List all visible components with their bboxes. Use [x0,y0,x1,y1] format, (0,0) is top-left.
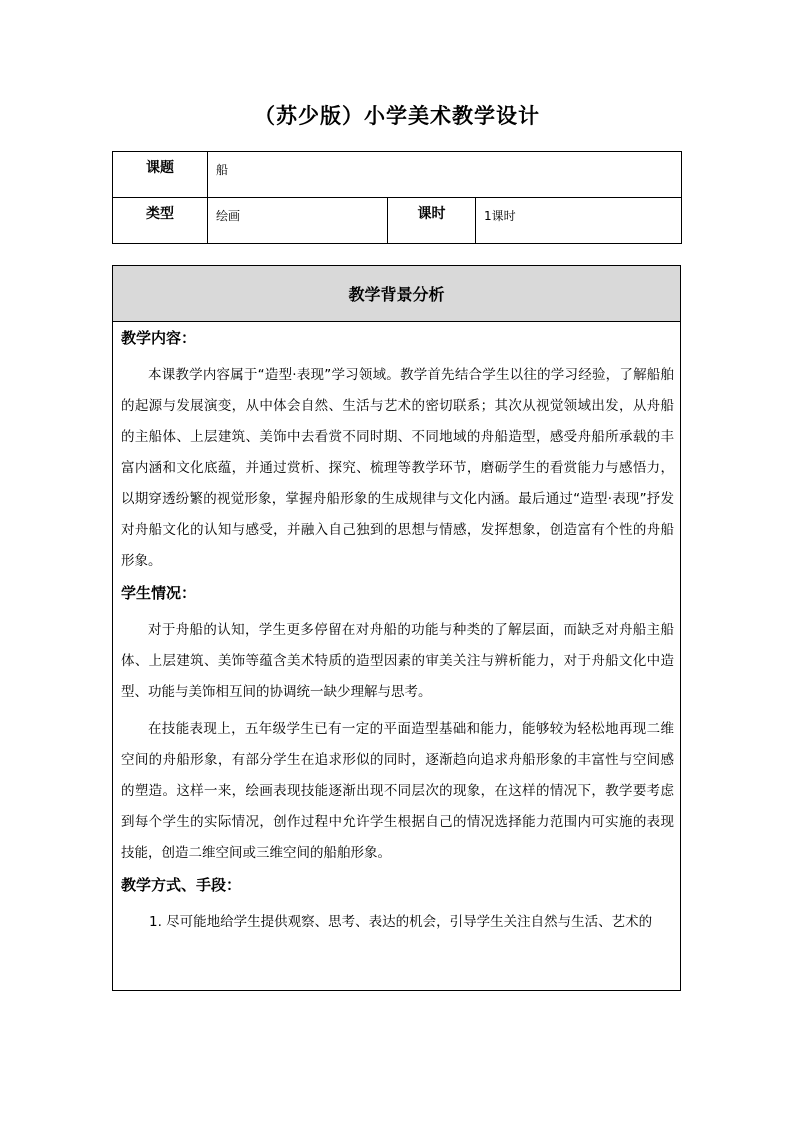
method-list-item: 1. 尽可能地给学生提供观察、思考、表达的机会，引导学生关注自然与生活、艺术的 [149,914,653,930]
period-value: 1课时 [476,198,682,244]
type-label: 类型 [113,198,208,244]
content-section-title: 教学内容： [121,329,197,347]
student-paragraph-1: 对于舟船的认知，学生更多停留在对舟船的功能与种类的了解层面，而缺乏对舟船主船体、上层建筑、美饰等蕴含美术特质的造型因素的审美关注与辨析能力，对于舟船文化中造型、功能与美饰相互间的协调统一缺少理解与思考。 [121,622,674,700]
background-heading: 教学背景分析 [113,266,681,322]
background-analysis-table [112,265,681,991]
lesson-info-table [112,151,682,244]
student-section-title: 学生情况： [121,584,197,602]
type-row [113,198,682,244]
document-title: （苏少版）小学美术教学设计 [254,103,540,128]
type-value: 绘画 [208,198,388,244]
method-section-title: 教学方式、手段： [121,876,242,894]
student-paragraph-2: 在技能表现上，五年级学生已有一定的平面造型基础和能力，能够较为轻松地再现二维空间的舟船形象，有部分学生在追求形似的同时，逐渐趋向追求舟船形象的丰富性与空间感的塑造。这样一来，绘画表现技能逐渐出现不同层次的现象，在这样的情况下，教学要考虑到每个学生的实际情况，创作过程中允许学生根据自己的情况选择能力范围内可实施的表现技能，创造二维空间或三维空间的船舶形象。 [121,721,674,861]
background-body [113,322,681,991]
topic-value: 船 [208,152,682,198]
period-label: 课时 [388,198,476,244]
topic-label: 课题 [113,152,208,198]
topic-row [113,152,682,198]
content-paragraph: 本课教学内容属于“造型·表现”学习领域。教学首先结合学生以往的学习经验，了解船舶的起源与发展演变，从中体会自然、生活与艺术的密切联系；其次从视觉领域出发，从舟船的主船体、上层建筑、美饰中去看赏不同时期、不同地域的舟船造型，感受舟船所承载的丰富内涵和文化底蕴，并通过赏析、探究、梳理等教学环节，磨砺学生的看赏能力与感悟力，以期穿透纷繁的视觉形象，掌握舟船形象的生成规律与文化内涵。最后通过“造型·表现”抒发对舟船文化的认知与感受，并融入自己独到的思想与情感，发挥想象，创造富有个性的舟船形象。 [121,367,674,569]
